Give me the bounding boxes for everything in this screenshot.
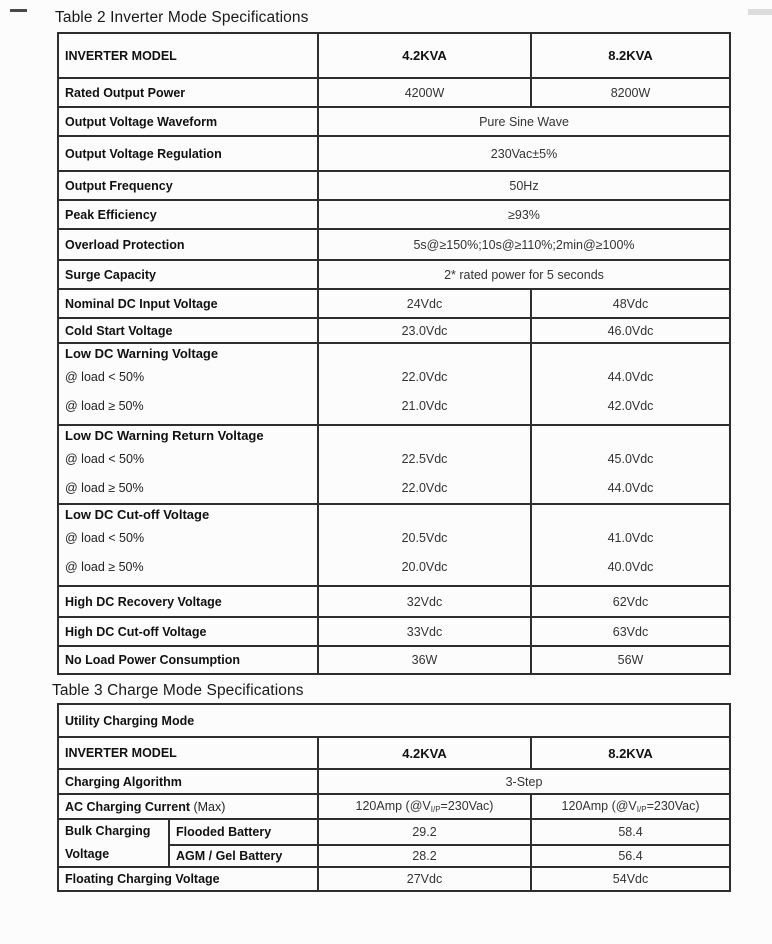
row-label: Rated Output Power xyxy=(58,78,318,107)
spec-row-overload-protection xyxy=(58,229,730,260)
group-subcondition: @ load < 50% xyxy=(65,452,145,466)
row-label: Output Voltage Regulation xyxy=(58,136,318,171)
spec-row-floating-charging-voltage xyxy=(58,867,730,891)
group-label xyxy=(58,504,318,586)
row-value xyxy=(318,794,531,819)
value-prefix: 120Amp (@V xyxy=(355,799,431,813)
table-header-row xyxy=(58,33,730,78)
group-subcondition: @ load ≥ 50% xyxy=(65,560,144,574)
group-heading: Low DC Warning Return Voltage xyxy=(65,428,264,443)
row-value: 33Vdc xyxy=(318,617,531,646)
row-value: 56W xyxy=(531,646,730,674)
row-value xyxy=(531,794,730,819)
row-value: 46.0Vdc xyxy=(531,318,730,343)
value-prefix: 120Amp (@V xyxy=(561,799,637,813)
spec-row-output-frequency xyxy=(58,171,730,200)
group-values xyxy=(531,504,730,586)
table-header-row xyxy=(58,737,730,769)
row-value: 48Vdc xyxy=(531,289,730,318)
group-label xyxy=(58,343,318,425)
spec-row-nominal-dc-input-voltage xyxy=(58,289,730,318)
document-page xyxy=(0,9,772,944)
group-label xyxy=(58,425,318,504)
row-label: Peak Efficiency xyxy=(58,200,318,229)
row-label: Nominal DC Input Voltage xyxy=(58,289,318,318)
header-label: INVERTER MODEL xyxy=(58,737,318,769)
row-value: 29.2 xyxy=(318,819,531,845)
row-value: 40.0Vdc xyxy=(607,560,654,574)
charge-mode-header-row xyxy=(58,704,730,737)
mode-header: Utility Charging Mode xyxy=(58,704,730,737)
value-suffix: =230Vac) xyxy=(646,799,700,813)
scan-artifact-top-right xyxy=(748,9,772,15)
spec-row-surge-capacity xyxy=(58,260,730,289)
row-label: No Load Power Consumption xyxy=(58,646,318,674)
table3-title: Table 3 Charge Mode Specifications xyxy=(52,682,304,699)
row-value: 32Vdc xyxy=(318,586,531,617)
row-label: Overload Protection xyxy=(58,229,318,260)
row-label: Charging Algorithm xyxy=(58,769,318,794)
spec-group-low-dc-warning-voltage xyxy=(58,343,730,425)
row-label: Floating Charging Voltage xyxy=(58,867,318,891)
row-value: 22.0Vdc xyxy=(401,481,448,495)
row-label: High DC Recovery Voltage xyxy=(58,586,318,617)
row-value: 62Vdc xyxy=(531,586,730,617)
spec-row-bulk-charging-flooded xyxy=(58,819,730,845)
row-value: 63Vdc xyxy=(531,617,730,646)
row-value: ≥93% xyxy=(318,200,730,229)
row-value: 20.5Vdc xyxy=(401,531,448,545)
row-value: 36W xyxy=(318,646,531,674)
spec-row-peak-efficiency xyxy=(58,200,730,229)
scan-artifact-top-left xyxy=(10,9,27,12)
row-label: Output Voltage Waveform xyxy=(58,107,318,136)
value-subscript: I/P xyxy=(636,805,647,814)
charge-mode-table xyxy=(57,703,731,892)
value-suffix: =230Vac) xyxy=(440,799,494,813)
row-label: Surge Capacity xyxy=(58,260,318,289)
spec-row-high-dc-recovery-voltage xyxy=(58,586,730,617)
row-value: 24Vdc xyxy=(318,289,531,318)
inverter-mode-table xyxy=(57,32,731,675)
row-value: 28.2 xyxy=(318,845,531,867)
row-label: Cold Start Voltage xyxy=(58,318,318,343)
group-heading: Low DC Cut-off Voltage xyxy=(65,507,210,522)
group-values xyxy=(318,504,531,586)
row-value: 50Hz xyxy=(318,171,730,200)
row-value: 27Vdc xyxy=(318,867,531,891)
spec-row-charging-algorithm xyxy=(58,769,730,794)
row-value: 45.0Vdc xyxy=(607,452,654,466)
bulk-charging-label: Bulk Charging Voltage xyxy=(58,819,169,867)
row-value: 5s@≥150%;10s@≥110%;2min@≥100% xyxy=(318,229,730,260)
group-values xyxy=(318,425,531,504)
row-value: 22.0Vdc xyxy=(401,370,448,384)
spec-row-high-dc-cut-off-voltage xyxy=(58,617,730,646)
group-subcondition: @ load ≥ 50% xyxy=(65,399,144,413)
row-label-suffix: (Max) xyxy=(193,799,226,814)
spec-row-rated-output-power xyxy=(58,78,730,107)
group-values xyxy=(531,425,730,504)
group-values xyxy=(531,343,730,425)
row-value: 21.0Vdc xyxy=(401,399,448,413)
group-subcondition: @ load ≥ 50% xyxy=(65,481,144,495)
group-heading: Low DC Warning Voltage xyxy=(65,346,219,361)
spec-row-ac-charging-current xyxy=(58,794,730,819)
row-value: 8200W xyxy=(531,78,730,107)
row-label: High DC Cut-off Voltage xyxy=(58,617,318,646)
row-value: 41.0Vdc xyxy=(607,531,654,545)
row-value: Pure Sine Wave xyxy=(318,107,730,136)
spec-row-cold-start-voltage xyxy=(58,318,730,343)
spec-row-no-load-power-consumption xyxy=(58,646,730,674)
row-value: 22.5Vdc xyxy=(401,452,448,466)
table2-title: Table 2 Inverter Mode Specifications xyxy=(55,9,309,26)
row-value: 44.0Vdc xyxy=(607,481,654,495)
row-value: 3-Step xyxy=(318,769,730,794)
spec-group-low-dc-warning-return-voltage xyxy=(58,425,730,504)
row-label-text: AC Charging Current xyxy=(65,799,190,814)
model-col-2: 8.2KVA xyxy=(531,737,730,769)
row-value: 4200W xyxy=(318,78,531,107)
row-value: 2* rated power for 5 seconds xyxy=(318,260,730,289)
group-subcondition: @ load < 50% xyxy=(65,370,145,384)
row-value: 23.0Vdc xyxy=(318,318,531,343)
row-value: 58.4 xyxy=(531,819,730,845)
battery-type-label: Flooded Battery xyxy=(169,819,318,845)
spec-row-output-voltage-waveform xyxy=(58,107,730,136)
row-label: Output Frequency xyxy=(58,171,318,200)
battery-type-label: AGM / Gel Battery xyxy=(169,845,318,867)
group-subcondition: @ load < 50% xyxy=(65,531,145,545)
spec-row-output-voltage-regulation xyxy=(58,136,730,171)
group-values xyxy=(318,343,531,425)
row-value: 42.0Vdc xyxy=(607,399,654,413)
header-label: INVERTER MODEL xyxy=(58,33,318,78)
row-label xyxy=(58,794,318,819)
row-value: 230Vac±5% xyxy=(318,136,730,171)
spec-group-low-dc-cut-off-voltage xyxy=(58,504,730,586)
row-value: 20.0Vdc xyxy=(401,560,448,574)
row-value: 54Vdc xyxy=(531,867,730,891)
value-subscript: I/P xyxy=(430,805,441,814)
model-col-2: 8.2KVA xyxy=(531,33,730,78)
model-col-1: 4.2KVA xyxy=(318,33,531,78)
model-col-1: 4.2KVA xyxy=(318,737,531,769)
row-value: 44.0Vdc xyxy=(607,370,654,384)
row-value: 56.4 xyxy=(531,845,730,867)
